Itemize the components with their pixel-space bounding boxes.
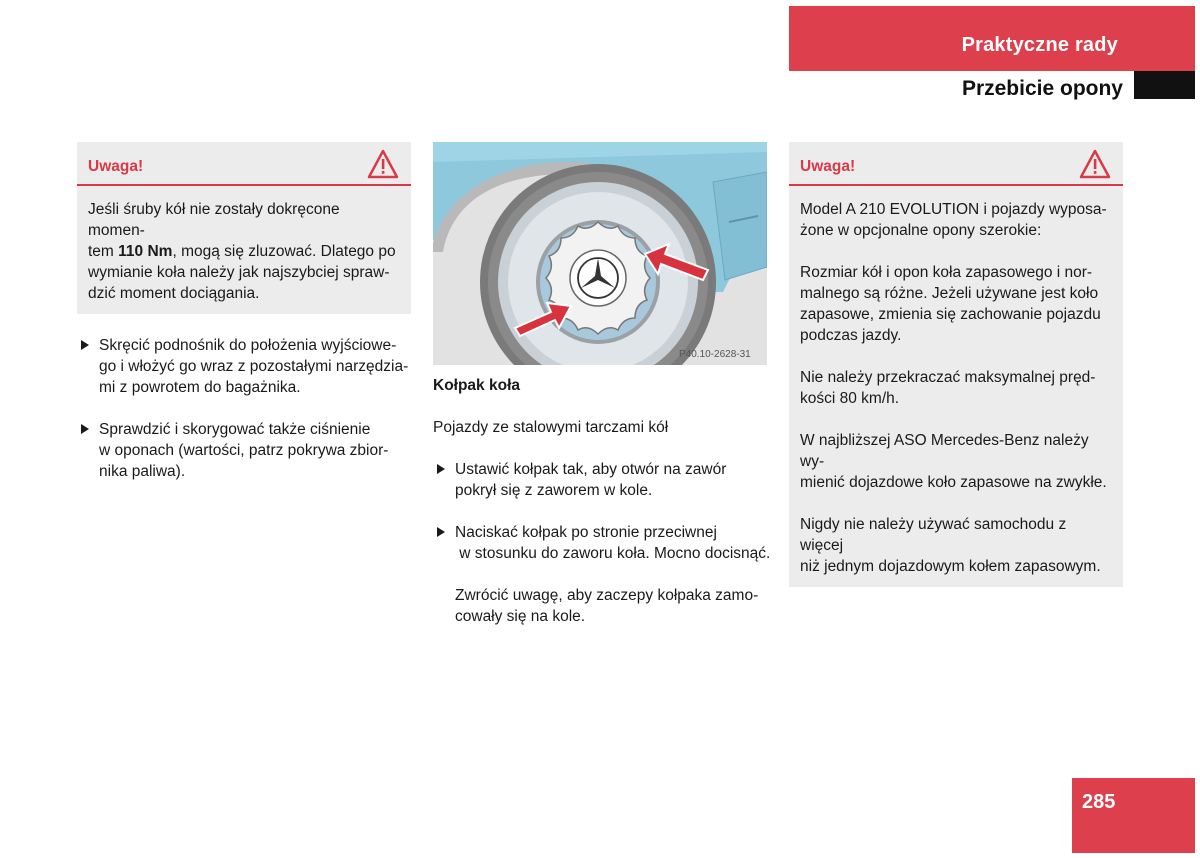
bullet-triangle-icon: [437, 527, 445, 537]
step-item: [77, 419, 411, 482]
step-item: [77, 335, 411, 398]
note-line: cowały się na kole.: [455, 608, 586, 625]
warning-paragraph: [800, 430, 1112, 493]
left-column: [77, 142, 411, 503]
step-line: w oponach (wartości, patrz pokrywa zbior-: [99, 442, 389, 459]
page-number: [1072, 778, 1195, 853]
note-text: [433, 585, 767, 627]
warning-text: [77, 186, 411, 314]
step-line: go i włożyć go wraz z pozostałymi narzędzia-: [99, 358, 409, 375]
step-item: [433, 522, 771, 564]
right-column: [789, 142, 1123, 587]
section-heading: Kołpak koła: [433, 377, 520, 394]
warning-paragraph: [800, 514, 1112, 577]
warning-line: Nigdy nie należy używać samochodu z więcej: [800, 516, 1067, 554]
section-header: [789, 6, 1195, 71]
warning-line: Rozmiar kół i opon koła zapasowego i nor-: [800, 264, 1093, 281]
warning-text: [789, 186, 1123, 587]
step-line: Sprawdzić i skorygować także ciśnienie: [99, 421, 371, 438]
warning-line: tem: [88, 243, 119, 260]
warning-line: mienić dojazdowe koło zapasowe na zwykłe.: [800, 474, 1107, 491]
step-line: Skręcić podnośnik do położenia wyjściowe-: [99, 337, 397, 354]
warning-line: Nie należy przekraczać maksymalnej pręd-: [800, 369, 1096, 386]
warning-line: dzić moment dociągania.: [88, 285, 260, 302]
bullet-triangle-icon: [81, 424, 89, 434]
header-marker: [1134, 71, 1195, 99]
warning-paragraph: [800, 199, 1112, 241]
warning-line: zapasowe, zmienia się zachowanie pojazdu: [800, 306, 1101, 323]
warning-line: Jeśli śruby kół nie zostały dokręcone momen-: [88, 201, 340, 239]
torque-value: 110 Nm: [118, 243, 173, 260]
step-item: [433, 459, 767, 501]
page-number-label: 285: [1082, 791, 1116, 813]
warning-line: Model A 210 EVOLUTION i pojazdy wyposa-: [800, 201, 1107, 218]
warning-box: [77, 142, 411, 314]
step-line: Ustawić kołpak tak, aby otwór na zawór: [455, 461, 727, 478]
step-line: nika paliwa).: [99, 463, 186, 480]
wheel-illustration: [433, 142, 767, 365]
warning-triangle-icon: [1079, 149, 1111, 179]
warning-title: Uwaga!: [88, 158, 144, 175]
warning-triangle-icon: [367, 149, 399, 179]
bullet-triangle-icon: [437, 464, 445, 474]
warning-paragraph: [800, 367, 1112, 409]
warning-line: niż jednym dojazdowym kołem zapasowym.: [800, 558, 1101, 575]
warning-paragraph: [800, 262, 1112, 346]
subsection-title: Przebicie opony: [961, 77, 1123, 100]
warning-line: malnego są różne. Jeżeli używane jest koło: [800, 285, 1099, 302]
step-line: mi z powrotem do bagażnika.: [99, 379, 301, 396]
warning-line: żone w opcjonalne opony szerokie:: [800, 222, 1042, 239]
figure-code: P40.10-2628-31: [679, 349, 751, 360]
warning-line: W najbliższej ASO Mercedes-Benz należy wy-: [800, 432, 1089, 470]
section-title: Praktyczne rady: [961, 34, 1118, 56]
bullet-triangle-icon: [81, 340, 89, 350]
warning-header: [77, 142, 411, 186]
intro-text: Pojazdy ze stalowymi tarczami kół: [433, 419, 669, 436]
step-line: pokrył się z zaworem w kole.: [455, 482, 653, 499]
warning-title: Uwaga!: [800, 158, 856, 175]
warning-line: , mogą się zluzować. Dlatego po: [172, 243, 396, 260]
warning-header: [789, 142, 1123, 186]
step-line: Naciskać kołpak po stronie przeciwnej: [455, 524, 717, 541]
warning-line: wymianie koła należy jak najszybciej spraw-: [88, 264, 390, 281]
middle-column: [433, 375, 771, 627]
warning-line: podczas jazdy.: [800, 327, 902, 344]
wheel-cover-figure: [433, 142, 767, 365]
step-line: w stosunku do zaworu koła. Mocno docisnąć.: [455, 545, 771, 562]
note-line: Zwrócić uwagę, aby zaczepy kołpaka zamo-: [455, 587, 759, 604]
warning-box: [789, 142, 1123, 587]
warning-line: kości 80 km/h.: [800, 390, 900, 407]
